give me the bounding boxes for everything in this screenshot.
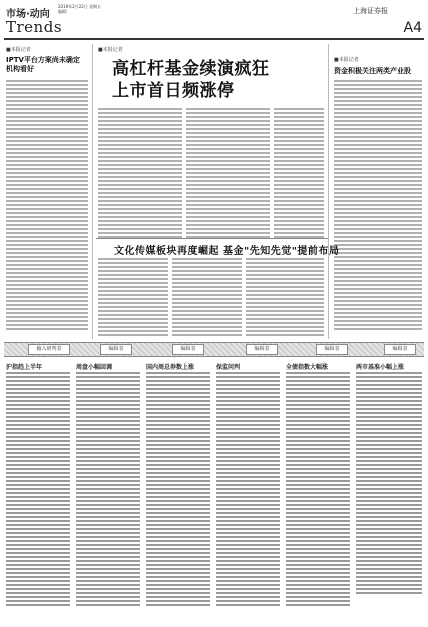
column-rule <box>92 44 93 339</box>
left-article-title: IPTV平台方案尚未确定 机构看好 <box>6 56 80 73</box>
module-body <box>356 372 422 596</box>
stripe-tab: 编辑表 <box>100 344 132 355</box>
paper-name: 上海证券报 <box>353 7 388 15</box>
module-head: 周盘小幅回调 <box>76 364 113 371</box>
sub-body-col2 <box>172 258 242 338</box>
main-body-col1 <box>98 108 182 240</box>
stripe-tab: 编辑表 <box>384 344 416 355</box>
stripe-tab: 编辑表 <box>246 344 278 355</box>
module-body <box>216 372 280 608</box>
stripe-tab: 编辑表 <box>316 344 348 355</box>
right-body-text <box>334 80 422 332</box>
trends-title: Trends <box>6 18 63 36</box>
main-article-label: ■本报记者 <box>98 47 123 53</box>
section-divider <box>96 238 328 239</box>
left-article-label: ■本报记者 <box>6 47 31 53</box>
stripe-tab: 编辑表 <box>172 344 204 355</box>
left-body-text <box>6 80 88 332</box>
module-head: 保监问判 <box>216 364 241 371</box>
module-head: 沪指趋上半年 <box>6 364 43 371</box>
sub-body-col3 <box>246 258 324 338</box>
header-rule <box>4 38 424 40</box>
module-body <box>76 372 140 608</box>
date-line: 2019年2月22日 星期五 编辑: <box>58 4 102 14</box>
main-headline: 高杠杆基金续演疯狂 上市首日频涨停 <box>112 59 270 101</box>
module-body <box>146 372 210 608</box>
module-head: 两市基准小幅上涨 <box>356 364 405 371</box>
column-rule <box>328 44 329 339</box>
module-head: 全债指数大幅涨 <box>286 364 329 371</box>
secondary-headline: 文化传媒板块再度崛起 基金"先知先觉"提前布局 <box>114 246 340 257</box>
module-body <box>6 372 70 608</box>
section-label: 市场·动向 <box>6 9 50 20</box>
main-body-col2 <box>186 108 270 240</box>
sub-body-col1 <box>98 258 168 338</box>
page-number: A4 <box>403 20 422 36</box>
right-article-title: 资金积极关注两类产业股 <box>334 67 411 75</box>
module-body <box>286 372 350 608</box>
main-body-col3 <box>274 108 324 240</box>
stripe-tab: 输入研判表 <box>28 344 70 355</box>
module-head: 国内周总券数上涨 <box>146 364 195 371</box>
right-article-label: ■本报记者 <box>334 57 359 63</box>
